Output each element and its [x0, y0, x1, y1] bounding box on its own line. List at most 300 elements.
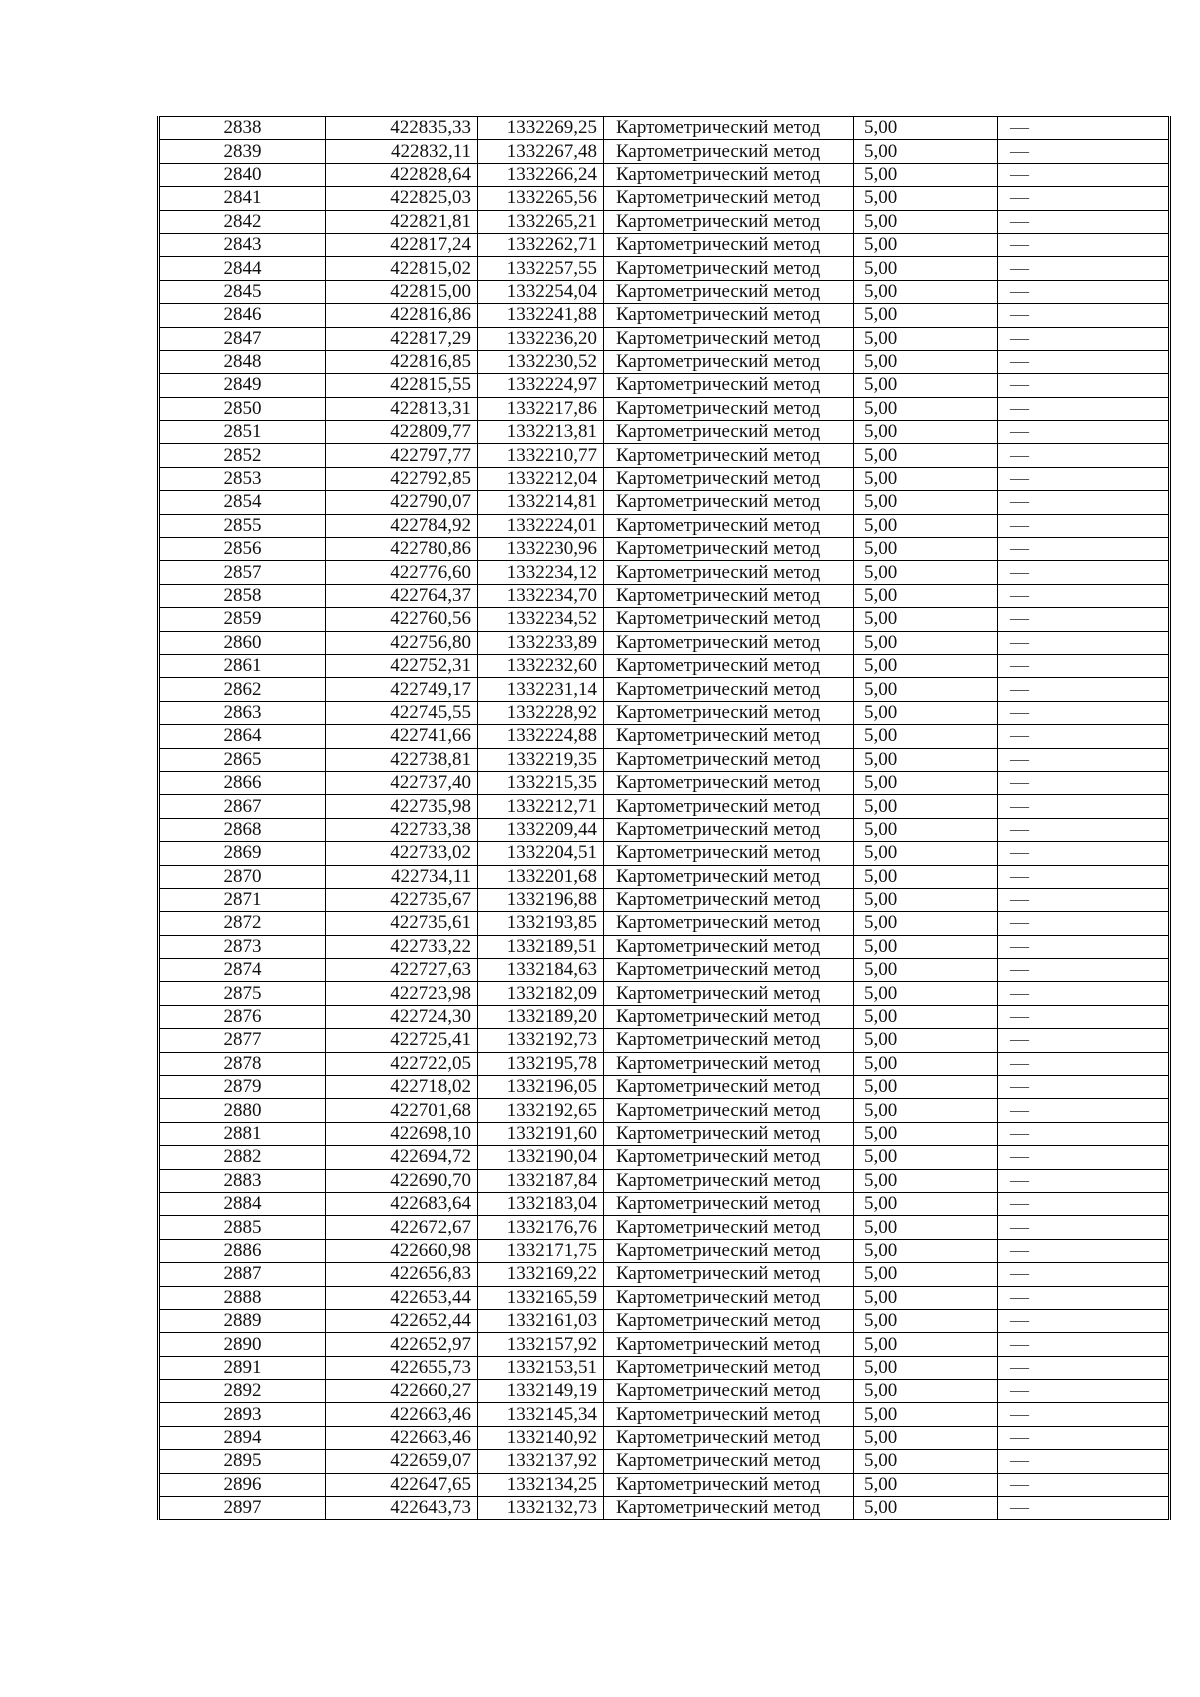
method-cell: Картометрический метод [604, 701, 854, 724]
accuracy-cell: 5,00 [854, 1356, 998, 1379]
y-coordinate-cell: 1332196,05 [478, 1076, 604, 1099]
method-cell: Картометрический метод [604, 1403, 854, 1426]
y-coordinate-cell: 1332234,12 [478, 561, 604, 584]
description-cell: — [998, 725, 1170, 748]
table-row [159, 959, 1170, 982]
x-coordinate-cell: 422690,70 [326, 1169, 478, 1192]
x-coordinate-cell: 422727,63 [326, 959, 478, 982]
description-cell: — [998, 888, 1170, 911]
method-cell: Картометрический метод [604, 140, 854, 163]
description-cell: — [998, 1333, 1170, 1356]
point-number-cell: 2864 [159, 725, 326, 748]
accuracy-cell: 5,00 [854, 561, 998, 584]
table-row [159, 444, 1170, 467]
point-number-cell: 2893 [159, 1403, 326, 1426]
method-cell: Картометрический метод [604, 1380, 854, 1403]
table-row [159, 771, 1170, 794]
y-coordinate-cell: 1332234,52 [478, 608, 604, 631]
accuracy-cell: 5,00 [854, 584, 998, 607]
method-cell: Картометрический метод [604, 187, 854, 210]
description-cell: — [998, 818, 1170, 841]
method-cell: Картометрический метод [604, 912, 854, 935]
description-cell: — [998, 327, 1170, 350]
point-number-cell: 2885 [159, 1216, 326, 1239]
x-coordinate-cell: 422832,11 [326, 140, 478, 163]
method-cell: Картометрический метод [604, 795, 854, 818]
point-number-cell: 2861 [159, 654, 326, 677]
table-row [159, 350, 1170, 373]
description-cell: — [998, 233, 1170, 256]
point-number-cell: 2855 [159, 514, 326, 537]
accuracy-cell: 5,00 [854, 1473, 998, 1496]
method-cell: Картометрический метод [604, 1122, 854, 1145]
x-coordinate-cell: 422821,81 [326, 210, 478, 233]
y-coordinate-cell: 1332193,85 [478, 912, 604, 935]
point-number-cell: 2875 [159, 982, 326, 1005]
description-cell: — [998, 421, 1170, 444]
point-number-cell: 2845 [159, 280, 326, 303]
y-coordinate-cell: 1332267,48 [478, 140, 604, 163]
y-coordinate-cell: 1332231,14 [478, 678, 604, 701]
accuracy-cell: 5,00 [854, 1380, 998, 1403]
point-number-cell: 2889 [159, 1309, 326, 1332]
x-coordinate-cell: 422828,64 [326, 163, 478, 186]
y-coordinate-cell: 1332241,88 [478, 304, 604, 327]
method-cell: Картометрический метод [604, 654, 854, 677]
method-cell: Картометрический метод [604, 421, 854, 444]
point-number-cell: 2844 [159, 257, 326, 280]
description-cell: — [998, 397, 1170, 420]
table-row [159, 1005, 1170, 1028]
table-row [159, 1263, 1170, 1286]
accuracy-cell: 5,00 [854, 982, 998, 1005]
y-coordinate-cell: 1332224,97 [478, 374, 604, 397]
description-cell: — [998, 1029, 1170, 1052]
description-cell: — [998, 1356, 1170, 1379]
point-number-cell: 2849 [159, 374, 326, 397]
accuracy-cell: 5,00 [854, 1005, 998, 1028]
method-cell: Картометрический метод [604, 865, 854, 888]
accuracy-cell: 5,00 [854, 1497, 998, 1520]
method-cell: Картометрический метод [604, 748, 854, 771]
point-number-cell: 2848 [159, 350, 326, 373]
table-row [159, 561, 1170, 584]
method-cell: Картометрический метод [604, 1076, 854, 1099]
table-row [159, 631, 1170, 654]
table-row [159, 280, 1170, 303]
description-cell: — [998, 1076, 1170, 1099]
y-coordinate-cell: 1332219,35 [478, 748, 604, 771]
method-cell: Картометрический метод [604, 1263, 854, 1286]
point-number-cell: 2881 [159, 1122, 326, 1145]
accuracy-cell: 5,00 [854, 280, 998, 303]
accuracy-cell: 5,00 [854, 374, 998, 397]
x-coordinate-cell: 422734,11 [326, 865, 478, 888]
x-coordinate-cell: 422647,65 [326, 1473, 478, 1496]
point-number-cell: 2884 [159, 1192, 326, 1215]
y-coordinate-cell: 1332192,73 [478, 1029, 604, 1052]
table-row [159, 1169, 1170, 1192]
method-cell: Картометрический метод [604, 467, 854, 490]
point-number-cell: 2840 [159, 163, 326, 186]
description-cell: — [998, 795, 1170, 818]
y-coordinate-cell: 1332224,01 [478, 514, 604, 537]
y-coordinate-cell: 1332132,73 [478, 1497, 604, 1520]
description-cell: — [998, 912, 1170, 935]
accuracy-cell: 5,00 [854, 1403, 998, 1426]
method-cell: Картометрический метод [604, 608, 854, 631]
y-coordinate-cell: 1332153,51 [478, 1356, 604, 1379]
point-number-cell: 2846 [159, 304, 326, 327]
accuracy-cell: 5,00 [854, 842, 998, 865]
point-number-cell: 2871 [159, 888, 326, 911]
x-coordinate-cell: 422698,10 [326, 1122, 478, 1145]
accuracy-cell: 5,00 [854, 748, 998, 771]
description-cell: — [998, 982, 1170, 1005]
method-cell: Картометрический метод [604, 233, 854, 256]
method-cell: Картометрический метод [604, 1146, 854, 1169]
x-coordinate-cell: 422813,31 [326, 397, 478, 420]
table-row [159, 467, 1170, 490]
y-coordinate-cell: 1332201,68 [478, 865, 604, 888]
y-coordinate-cell: 1332233,89 [478, 631, 604, 654]
accuracy-cell: 5,00 [854, 1122, 998, 1145]
table-row [159, 210, 1170, 233]
point-number-cell: 2866 [159, 771, 326, 794]
accuracy-cell: 5,00 [854, 701, 998, 724]
x-coordinate-cell: 422735,61 [326, 912, 478, 935]
method-cell: Картометрический метод [604, 1473, 854, 1496]
description-cell: — [998, 842, 1170, 865]
y-coordinate-cell: 1332195,78 [478, 1052, 604, 1075]
description-cell: — [998, 187, 1170, 210]
accuracy-cell: 5,00 [854, 818, 998, 841]
accuracy-cell: 5,00 [854, 912, 998, 935]
y-coordinate-cell: 1332189,20 [478, 1005, 604, 1028]
table-row [159, 1052, 1170, 1075]
x-coordinate-cell: 422652,44 [326, 1309, 478, 1332]
table-row [159, 912, 1170, 935]
y-coordinate-cell: 1332184,63 [478, 959, 604, 982]
point-number-cell: 2896 [159, 1473, 326, 1496]
y-coordinate-cell: 1332265,21 [478, 210, 604, 233]
method-cell: Картометрический метод [604, 444, 854, 467]
point-number-cell: 2860 [159, 631, 326, 654]
accuracy-cell: 5,00 [854, 491, 998, 514]
point-number-cell: 2850 [159, 397, 326, 420]
point-number-cell: 2858 [159, 584, 326, 607]
y-coordinate-cell: 1332209,44 [478, 818, 604, 841]
description-cell: — [998, 748, 1170, 771]
x-coordinate-cell: 422660,98 [326, 1239, 478, 1262]
y-coordinate-cell: 1332215,35 [478, 771, 604, 794]
y-coordinate-cell: 1332192,65 [478, 1099, 604, 1122]
method-cell: Картометрический метод [604, 1239, 854, 1262]
description-cell: — [998, 1497, 1170, 1520]
method-cell: Картометрический метод [604, 1426, 854, 1449]
x-coordinate-cell: 422701,68 [326, 1099, 478, 1122]
table-row [159, 865, 1170, 888]
description-cell: — [998, 935, 1170, 958]
description-cell: — [998, 117, 1170, 140]
point-number-cell: 2865 [159, 748, 326, 771]
table-row [159, 818, 1170, 841]
method-cell: Картометрический метод [604, 725, 854, 748]
point-number-cell: 2838 [159, 117, 326, 140]
point-number-cell: 2895 [159, 1450, 326, 1473]
y-coordinate-cell: 1332189,51 [478, 935, 604, 958]
table-row [159, 163, 1170, 186]
x-coordinate-cell: 422741,66 [326, 725, 478, 748]
point-number-cell: 2854 [159, 491, 326, 514]
accuracy-cell: 5,00 [854, 187, 998, 210]
x-coordinate-cell: 422776,60 [326, 561, 478, 584]
method-cell: Картометрический метод [604, 842, 854, 865]
x-coordinate-cell: 422816,85 [326, 350, 478, 373]
accuracy-cell: 5,00 [854, 538, 998, 561]
accuracy-cell: 5,00 [854, 1146, 998, 1169]
table-row [159, 1076, 1170, 1099]
description-cell: — [998, 1426, 1170, 1449]
y-coordinate-cell: 1332213,81 [478, 421, 604, 444]
y-coordinate-cell: 1332236,20 [478, 327, 604, 350]
x-coordinate-cell: 422815,55 [326, 374, 478, 397]
method-cell: Картометрический метод [604, 1450, 854, 1473]
table-row [159, 491, 1170, 514]
method-cell: Картометрический метод [604, 771, 854, 794]
accuracy-cell: 5,00 [854, 1333, 998, 1356]
method-cell: Картометрический метод [604, 935, 854, 958]
description-cell: — [998, 163, 1170, 186]
x-coordinate-cell: 422722,05 [326, 1052, 478, 1075]
x-coordinate-cell: 422683,64 [326, 1192, 478, 1215]
method-cell: Картометрический метод [604, 163, 854, 186]
description-cell: — [998, 1263, 1170, 1286]
x-coordinate-cell: 422672,67 [326, 1216, 478, 1239]
table-row [159, 935, 1170, 958]
method-cell: Картометрический метод [604, 491, 854, 514]
x-coordinate-cell: 422733,38 [326, 818, 478, 841]
point-number-cell: 2897 [159, 1497, 326, 1520]
accuracy-cell: 5,00 [854, 304, 998, 327]
table-row [159, 538, 1170, 561]
method-cell: Картометрический метод [604, 1497, 854, 1520]
x-coordinate-cell: 422733,22 [326, 935, 478, 958]
accuracy-cell: 5,00 [854, 608, 998, 631]
x-coordinate-cell: 422749,17 [326, 678, 478, 701]
description-cell: — [998, 444, 1170, 467]
table-row [159, 678, 1170, 701]
x-coordinate-cell: 422752,31 [326, 654, 478, 677]
description-cell: — [998, 608, 1170, 631]
method-cell: Картометрический метод [604, 1309, 854, 1332]
accuracy-cell: 5,00 [854, 1099, 998, 1122]
method-cell: Картометрический метод [604, 210, 854, 233]
table-row [159, 233, 1170, 256]
description-cell: — [998, 561, 1170, 584]
description-cell: — [998, 304, 1170, 327]
x-coordinate-cell: 422790,07 [326, 491, 478, 514]
x-coordinate-cell: 422643,73 [326, 1497, 478, 1520]
method-cell: Картометрический метод [604, 280, 854, 303]
y-coordinate-cell: 1332140,92 [478, 1426, 604, 1449]
y-coordinate-cell: 1332230,96 [478, 538, 604, 561]
table-row [159, 374, 1170, 397]
method-cell: Картометрический метод [604, 350, 854, 373]
x-coordinate-cell: 422835,33 [326, 117, 478, 140]
accuracy-cell: 5,00 [854, 444, 998, 467]
accuracy-cell: 5,00 [854, 467, 998, 490]
table-row [159, 1146, 1170, 1169]
description-cell: — [998, 1380, 1170, 1403]
table-row [159, 584, 1170, 607]
method-cell: Картометрический метод [604, 514, 854, 537]
y-coordinate-cell: 1332157,92 [478, 1333, 604, 1356]
x-coordinate-cell: 422663,46 [326, 1426, 478, 1449]
accuracy-cell: 5,00 [854, 888, 998, 911]
y-coordinate-cell: 1332137,92 [478, 1450, 604, 1473]
table-row [159, 140, 1170, 163]
y-coordinate-cell: 1332269,25 [478, 117, 604, 140]
method-cell: Картометрический метод [604, 397, 854, 420]
y-coordinate-cell: 1332165,59 [478, 1286, 604, 1309]
point-number-cell: 2863 [159, 701, 326, 724]
point-number-cell: 2868 [159, 818, 326, 841]
point-number-cell: 2877 [159, 1029, 326, 1052]
coordinates-table-body [159, 117, 1170, 1520]
y-coordinate-cell: 1332149,19 [478, 1380, 604, 1403]
method-cell: Картометрический метод [604, 1192, 854, 1215]
table-row [159, 1497, 1170, 1520]
y-coordinate-cell: 1332134,25 [478, 1473, 604, 1496]
description-cell: — [998, 865, 1170, 888]
description-cell: — [998, 210, 1170, 233]
y-coordinate-cell: 1332182,09 [478, 982, 604, 1005]
point-number-cell: 2882 [159, 1146, 326, 1169]
method-cell: Картометрический метод [604, 888, 854, 911]
description-cell: — [998, 1099, 1170, 1122]
x-coordinate-cell: 422735,98 [326, 795, 478, 818]
point-number-cell: 2874 [159, 959, 326, 982]
method-cell: Картометрический метод [604, 631, 854, 654]
x-coordinate-cell: 422653,44 [326, 1286, 478, 1309]
x-coordinate-cell: 422660,27 [326, 1380, 478, 1403]
table-row [159, 1450, 1170, 1473]
table-row [159, 304, 1170, 327]
x-coordinate-cell: 422764,37 [326, 584, 478, 607]
y-coordinate-cell: 1332176,76 [478, 1216, 604, 1239]
point-number-cell: 2867 [159, 795, 326, 818]
x-coordinate-cell: 422760,56 [326, 608, 478, 631]
accuracy-cell: 5,00 [854, 210, 998, 233]
description-cell: — [998, 514, 1170, 537]
x-coordinate-cell: 422738,81 [326, 748, 478, 771]
accuracy-cell: 5,00 [854, 935, 998, 958]
y-coordinate-cell: 1332217,86 [478, 397, 604, 420]
description-cell: — [998, 1192, 1170, 1215]
x-coordinate-cell: 422656,83 [326, 1263, 478, 1286]
point-number-cell: 2870 [159, 865, 326, 888]
point-number-cell: 2873 [159, 935, 326, 958]
accuracy-cell: 5,00 [854, 1216, 998, 1239]
x-coordinate-cell: 422825,03 [326, 187, 478, 210]
x-coordinate-cell: 422663,46 [326, 1403, 478, 1426]
description-cell: — [998, 1146, 1170, 1169]
table-row [159, 1099, 1170, 1122]
y-coordinate-cell: 1332145,34 [478, 1403, 604, 1426]
description-cell: — [998, 1216, 1170, 1239]
y-coordinate-cell: 1332161,03 [478, 1309, 604, 1332]
x-coordinate-cell: 422659,07 [326, 1450, 478, 1473]
method-cell: Картометрический метод [604, 1356, 854, 1379]
y-coordinate-cell: 1332232,60 [478, 654, 604, 677]
accuracy-cell: 5,00 [854, 1450, 998, 1473]
point-number-cell: 2883 [159, 1169, 326, 1192]
x-coordinate-cell: 422745,55 [326, 701, 478, 724]
accuracy-cell: 5,00 [854, 1052, 998, 1075]
method-cell: Картометрический метод [604, 678, 854, 701]
y-coordinate-cell: 1332257,55 [478, 257, 604, 280]
y-coordinate-cell: 1332230,52 [478, 350, 604, 373]
table-row [159, 748, 1170, 771]
method-cell: Картометрический метод [604, 1029, 854, 1052]
description-cell: — [998, 1286, 1170, 1309]
table-row [159, 514, 1170, 537]
table-row [159, 1380, 1170, 1403]
point-number-cell: 2876 [159, 1005, 326, 1028]
method-cell: Картометрический метод [604, 1052, 854, 1075]
method-cell: Картометрический метод [604, 374, 854, 397]
table-row [159, 795, 1170, 818]
accuracy-cell: 5,00 [854, 350, 998, 373]
point-number-cell: 2878 [159, 1052, 326, 1075]
point-number-cell: 2894 [159, 1426, 326, 1449]
x-coordinate-cell: 422815,02 [326, 257, 478, 280]
x-coordinate-cell: 422815,00 [326, 280, 478, 303]
description-cell: — [998, 538, 1170, 561]
x-coordinate-cell: 422655,73 [326, 1356, 478, 1379]
accuracy-cell: 5,00 [854, 1239, 998, 1262]
description-cell: — [998, 701, 1170, 724]
description-cell: — [998, 1473, 1170, 1496]
point-number-cell: 2856 [159, 538, 326, 561]
y-coordinate-cell: 1332212,71 [478, 795, 604, 818]
y-coordinate-cell: 1332262,71 [478, 233, 604, 256]
accuracy-cell: 5,00 [854, 678, 998, 701]
accuracy-cell: 5,00 [854, 654, 998, 677]
table-row [159, 1239, 1170, 1262]
table-row [159, 327, 1170, 350]
table-row [159, 1122, 1170, 1145]
description-cell: — [998, 771, 1170, 794]
description-cell: — [998, 140, 1170, 163]
method-cell: Картометрический метод [604, 327, 854, 350]
method-cell: Картометрический метод [604, 1216, 854, 1239]
method-cell: Картометрический метод [604, 1333, 854, 1356]
description-cell: — [998, 584, 1170, 607]
accuracy-cell: 5,00 [854, 327, 998, 350]
y-coordinate-cell: 1332171,75 [478, 1239, 604, 1262]
point-number-cell: 2843 [159, 233, 326, 256]
point-number-cell: 2888 [159, 1286, 326, 1309]
table-row [159, 888, 1170, 911]
y-coordinate-cell: 1332190,04 [478, 1146, 604, 1169]
y-coordinate-cell: 1332187,84 [478, 1169, 604, 1192]
table-row [159, 117, 1170, 140]
y-coordinate-cell: 1332204,51 [478, 842, 604, 865]
method-cell: Картометрический метод [604, 257, 854, 280]
accuracy-cell: 5,00 [854, 795, 998, 818]
